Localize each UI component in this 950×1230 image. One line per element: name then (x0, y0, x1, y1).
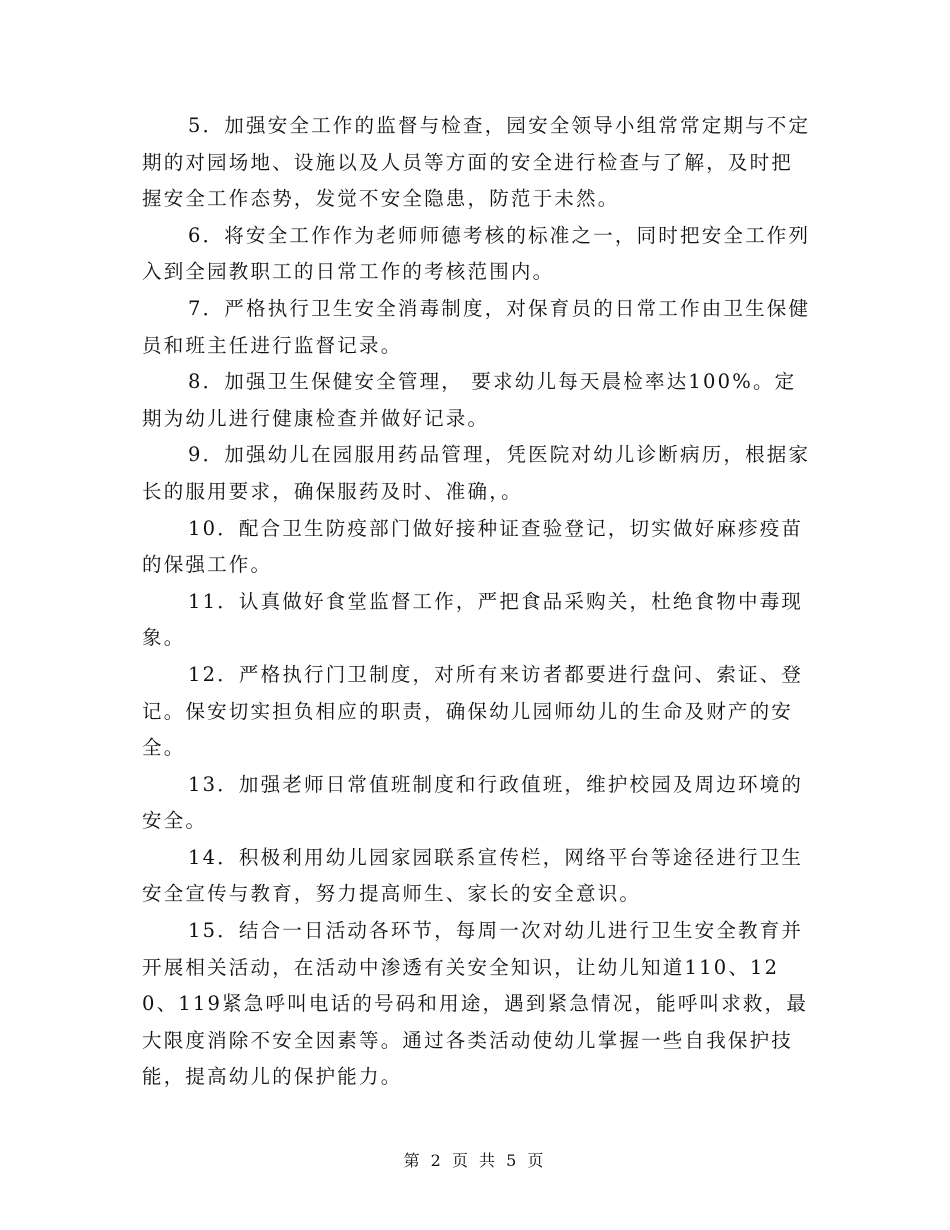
paragraph-item-15: 15．结合一日活动各环节，每周一次对幼儿进行卫生安全教育并开展相关活动，在活动中渗透有关安全知识，让幼儿知道110、120、119紧急呼叫电话的号码和用途，遇到紧急情况，能呼叫求救，最大限度消除不安全因素等。通过各类活动使幼儿掌握一些自我保护技能，提高幼儿的保护能力。 (142, 919, 809, 1089)
paragraph-item-9: 9．加强幼儿在园服用药品管理，凭医院对幼儿诊断病历，根据家长的服用要求，确保服药及时、准确，。 (142, 443, 811, 503)
paragraph-item-11: 11．认真做好食堂监督工作，严把食品采购关，杜绝食物中毒现象。 (142, 589, 804, 650)
page-number-footer: 第 2 页 共 5 页 (403, 1151, 547, 1170)
paragraph-item-14: 14．积极利用幼儿园家园联系宣传栏，网络平台等途径进行卫生安全宣传与教育，努力提高师生、家长的安全意识。 (142, 845, 804, 906)
paragraph-item-12: 12．严格执行门卫制度，对所有来访者都要进行盘问、索证、登记。保安切实担负相应的职责，确保幼儿园师幼儿的生命及财产的安全。 (142, 662, 804, 760)
paragraph-item-13: 13．加强老师日常值班制度和行政值班，维护校园及周边环境的安全。 (142, 772, 804, 833)
paragraph-item-7: 7．严格执行卫生安全消毒制度，对保育员的日常工作由卫生保健员和班主任进行监督记录。 (142, 296, 811, 357)
paragraph-item-5: 5．加强安全工作的监督与检查，园安全领导小组常常定期与不定期的对园场地、设施以及人员等方面的安全进行检查与了解，及时把握安全工作态势，发觉不安全隐患，防范于未然。 (142, 114, 811, 211)
paragraph-item-10: 10．配合卫生防疫部门做好接种证查验登记，切实做好麻疹疫苗的保强工作。 (142, 516, 804, 577)
paragraph-item-6: 6．将安全工作作为老师师德考核的标准之一，同时把安全工作列入到全园教职工的日常工作的考核范围内。 (142, 223, 811, 284)
paragraph-item-8: 8．加强卫生保健安全管理， 要求幼儿每天晨检率达100%。定期为幼儿进行健康检查并做好记录。 (142, 370, 797, 430)
document-body (142, 108, 812, 1096)
